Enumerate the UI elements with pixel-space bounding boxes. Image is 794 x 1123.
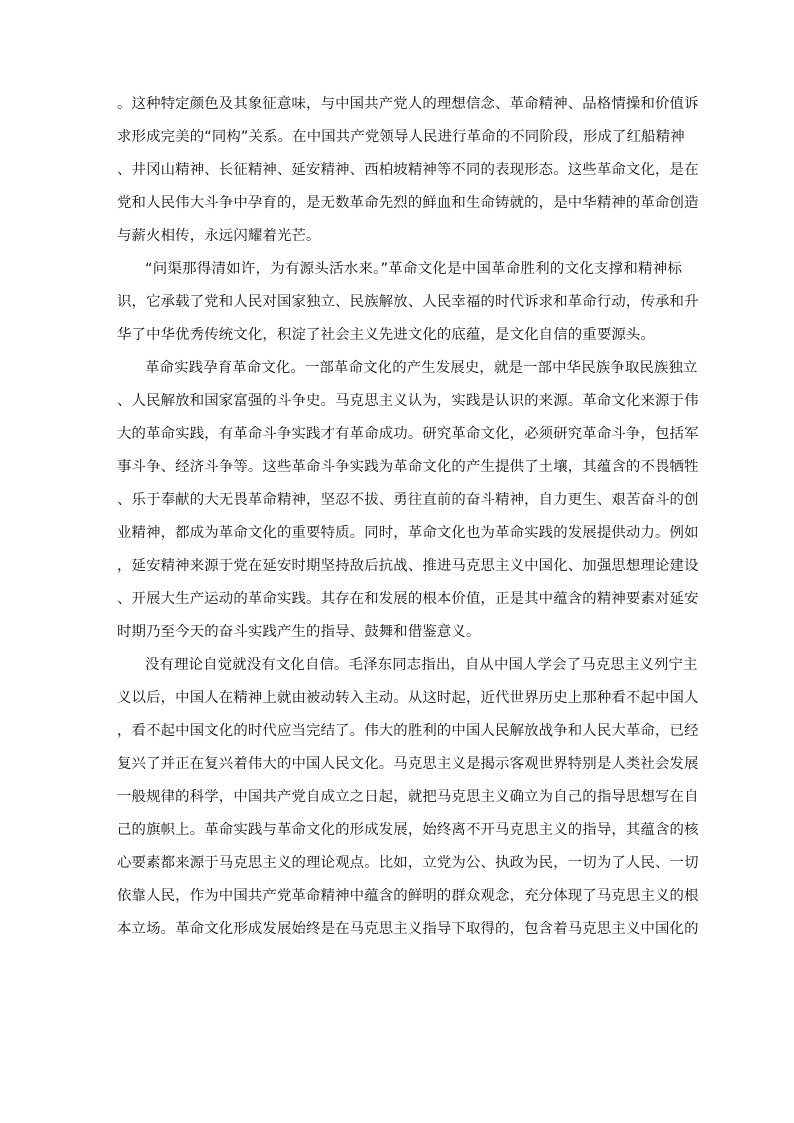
text-line: 识，它承载了党和人民对国家独立、民族解放、人民幸福的时代诉求和革命行动，传承和升 — [117, 294, 699, 310]
text-line: 复兴了并正在复兴着伟大的中国人民文化。马克思主义是揭示客观世界特别是人类社会发展 — [117, 756, 699, 772]
text-line: 党和人民伟大斗争中孕育的，是无数革命先烈的鲜血和生命铸就的，是中华精神的革命创造 — [117, 195, 699, 211]
text-line: 、乐于奉献的大无畏革命精神，坚忍不拔、勇往直前的奋斗精神，自力更生、艰苦奋斗的创 — [117, 492, 699, 508]
text-line: 事斗争、经济斗争等。这些革命斗争实践为革命文化的产生提供了土壤，其蕴含的不畏牺牲 — [117, 459, 699, 475]
text-line: ，看不起中国文化的时代应当完结了。伟大的胜利的中国人民解放战争和人民大革命，已经 — [117, 723, 699, 739]
text-line: 、井冈山精神、长征精神、延安精神、西柏坡精神等不同的表现形态。这些革命文化，是在 — [117, 162, 699, 178]
text-line: ，延安精神来源于党在延安时期坚持敌后抗战、推进马克思主义中国化、加强思想理论建设 — [117, 558, 699, 574]
text-line: 大的革命实践，有革命斗争实践才有革命成功。研究革命文化，必须研究革命斗争，包括军 — [117, 426, 699, 442]
text-line: 华了中华优秀传统文化，积淀了社会主义先进文化的底蕴，是文化自信的重要源头。 — [117, 327, 656, 343]
text-line: 本立场。革命文化形成发展始终是在马克思主义指导下取得的，包含着马克思主义中国化的 — [117, 921, 699, 937]
paragraph-first-line: “问渠那得清如许，为有源头活水来。”革命文化是中国革命胜利的文化支撑和精神标 — [145, 261, 682, 277]
paragraph-first-line: 革命实践孕育革命文化。一部革命文化的产生发展史，就是一部中华民族争取民族独立 — [145, 360, 698, 376]
text-line: 、开展大生产运动的革命实践。其存在和发展的根本价值，正是其中蕴含的精神要素对延安 — [117, 591, 699, 607]
text-line: 、人民解放和国家富强的斗争史。马克思主义认为，实践是认识的来源。革命文化来源于伟 — [117, 393, 699, 409]
text-line: 心要素都来源于马克思主义的理论观点。比如，立党为公、执政为民，一切为了人民、一切 — [117, 855, 699, 871]
text-line: 依靠人民，作为中国共产党革命精神中蕴含的鲜明的群众观念，充分体现了马克思主义的根 — [117, 888, 699, 904]
text-line: 与薪火相传，永远闪耀着光芒。 — [117, 228, 321, 244]
text-line: 求形成完美的“同构”关系。在中国共产党领导人民进行革命的不同阶段，形成了红船精神 — [117, 129, 685, 145]
text-line: 。这种特定颜色及其象征意味，与中国共产党人的理想信念、革命精神、品格情操和价值诉 — [117, 96, 699, 112]
text-line: 己的旗帜上。革命实践与革命文化的形成发展，始终离不开马克思主义的指导，其蕴含的核 — [117, 822, 699, 838]
text-line: 一般规律的科学，中国共产党自成立之日起，就把马克思主义确立为自己的指导思想写在自 — [117, 789, 699, 805]
text-line: 业精神，都成为革命文化的重要特质。同时，革命文化也为革命实践的发展提供动力。例如 — [117, 525, 699, 541]
text-line: 时期乃至今天的奋斗实践产生的指导、鼓舞和借鉴意义。 — [117, 624, 481, 640]
paragraph-first-line: 没有理论自觉就没有文化自信。毛泽东同志指出，自从中国人学会了马克思主义列宁主 — [145, 657, 698, 673]
text-line: 义以后，中国人在精神上就由被动转入主动。从这时起，近代世界历史上那种看不起中国人 — [117, 690, 699, 706]
